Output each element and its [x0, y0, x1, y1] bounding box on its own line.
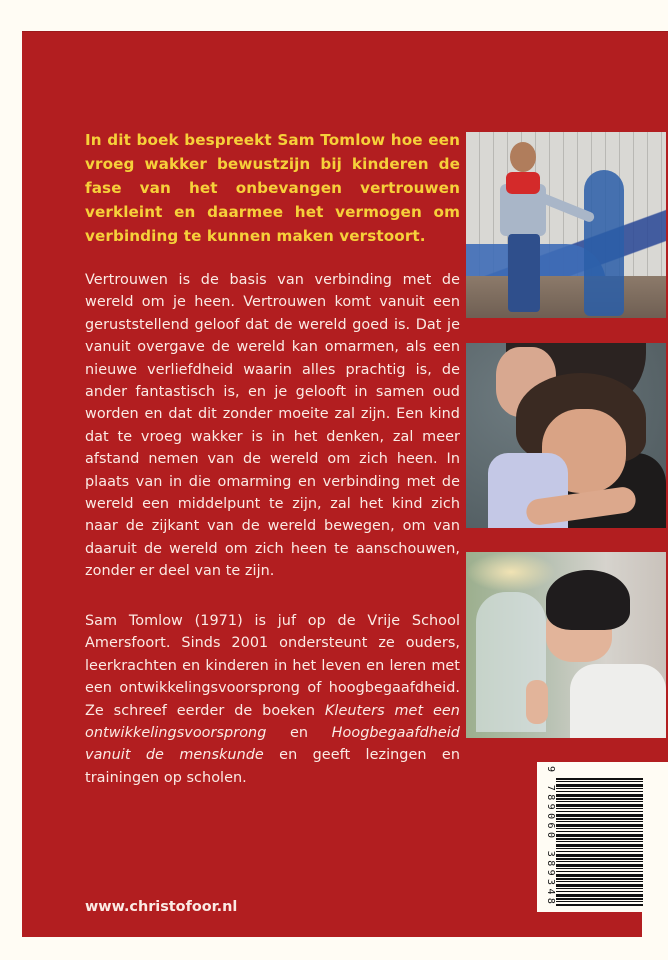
photo-boy-with-shadow [466, 132, 666, 318]
author-bio-paragraph [85, 610, 460, 789]
description-paragraph: Vertrouwen is de basis van verbinding met de wereld om je heen. Vertrouwen komt vanuit een geruststellend geloof dat de wereld goed is. Dat je vanuit overgave de wereld kan omarmen, als een nieuwe verliefdheid waarin alles prachtig is, de ander fantastisch is, en je gelooft in samen oud worden en dat dit zonder moeite zal zijn. Een kind dat te vroeg wakker is in het denken, zal meer afstand nemen van de wereld om zich heen. In plaats van in die omarming en verbinding met de wereld een middelpunt te zijn, zal het kind zich naar de zijkant van de wereld bewegen, om van daaruit de wereld om zich heen te aanschouwen, zonder er deel van te zijn. [85, 272, 460, 580]
photo-mother-hugging-child [466, 343, 666, 528]
boy-shadow [584, 170, 624, 316]
isbn-digits: 9 789060 389348 [545, 766, 556, 908]
bio-text: en geeft lezingen en trainingen op scholen. [85, 747, 460, 786]
ground [466, 276, 666, 318]
book-title-1: Kleuters met een ontwikkelingsvoorsprong [85, 702, 460, 742]
cover-top-edge [22, 31, 668, 32]
photo-boy-at-window [466, 552, 666, 738]
barcode-icon [556, 778, 643, 906]
boy-figure [500, 142, 546, 318]
bio-text: en [266, 725, 332, 742]
publisher-url[interactable]: www.christofoor.nl [85, 899, 238, 915]
book-title-2: Hoogbegaafdheid vanuit de menskunde [85, 725, 460, 764]
lead-blurb: In dit boek bespreekt Sam Tomlow hoe een vroeg wakker bewustzijn bij kinderen de fase van het onbevangen vertrouwen verkleint en daarmee het vermogen om verbinding te kunnen maken verstoort. [85, 131, 460, 245]
bio-text: Sam Tomlow (1971) is juf op de Vrije School Amersfoort. Sinds 2001 ondersteunt ze ouders, leerkrachten en kinderen in het leven en leren met een ontwikkelingsvoorsprong of hoogbegaafdheid. Ze schreef eerder de boeken [85, 613, 460, 719]
